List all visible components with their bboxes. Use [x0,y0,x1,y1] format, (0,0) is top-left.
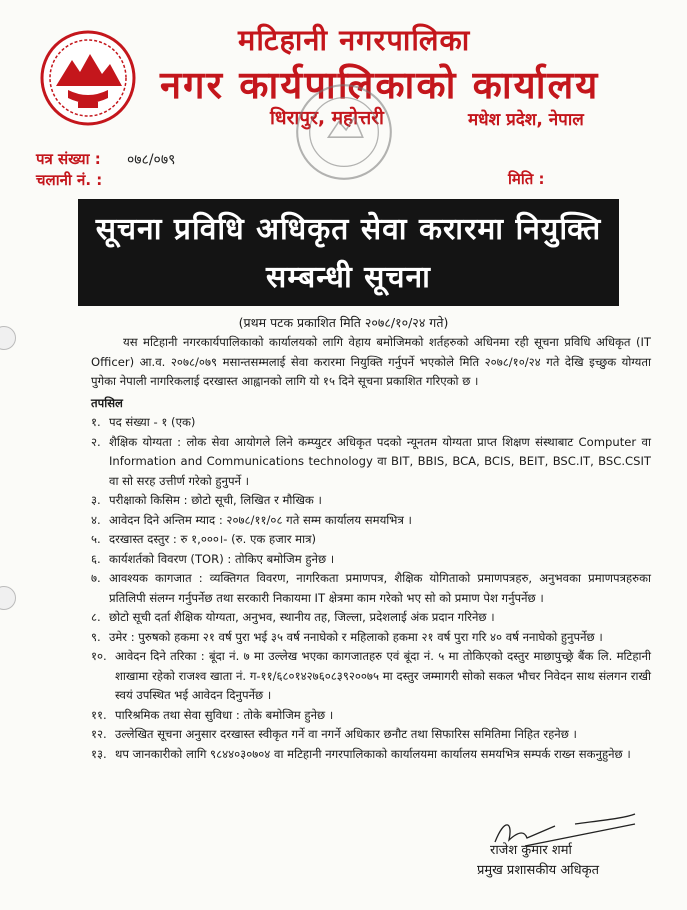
item-text: आवश्यक कागजात : व्यक्तिगत विवरण, नागरिकता प्रमाणपत्र, शैक्षिक योगिताको प्रमाणपत्रहरु, अनुभवका प्रमाणपत्रहरुका प्रतिलिपी संलग्न गर्नुपर्नेछ तथा सरकारी निकायमा IT क्षेत्रमा काम गरेको भए सो को प्रमाण पेश गर्नुपर्नेछ । [109,571,651,605]
list-item [91,647,651,706]
item-text: शैक्षिक योग्यता : लोक सेवा आयोगले लिने कम्प्युटर अधिकृत पदको न्यूनतम योग्यता प्राप्त शिक्षण संस्थाबाट Computer वा Information and Communications technology वा BIT, BBIS, BCA, BCIS, BEIT, BSC.IT, BSC.CSIT वा सो सरह उत्तीर्ण गरेको हुनुपर्ने । [109,434,651,488]
item-number: ९. [91,629,101,644]
item-number: ८. [91,610,101,624]
list-item [91,706,651,726]
date-label: मिति : [508,170,545,188]
office-address: धिरापुर, महोत्तरी [270,107,384,129]
notice-body [91,333,651,764]
item-text: दरखास्त दस्तुर : रु १,०००।- (रु. एक हजार मात्र) [109,532,317,546]
ref-number-label: पत्र संख्या : [36,150,101,168]
item-number: ६. [91,551,101,566]
list-item [91,628,651,648]
office-name: नगर कार्यपालिकाको कार्यालय [160,63,600,107]
item-number: ३. [91,493,101,507]
list-item [91,491,651,511]
list-item [91,433,651,492]
list-item [91,725,651,745]
item-text: छोटो सूची दर्ता शैक्षिक योग्यता, अनुभव, स्थानीय तह, जिल्ला, प्रदेशलाई अंक प्रदान गरिनेछ । [109,610,495,624]
list-item [91,511,651,531]
list-item [91,413,651,433]
item-number: २. [91,434,101,449]
municipality-name: मटिहानी नगरपालिका [238,23,471,57]
punch-hole [0,586,16,610]
ref-number-value: ०७८/०७९ [127,152,176,168]
signatory-title: प्रमुख प्रशासकीय अधिकृत [477,863,600,878]
item-text: आवेदन दिने तरिका : बूंदा नं. ७ मा उल्लेख भएका कागजातहरु एवं बूंदा नं. ५ मा तोकिएको दस्तुर माछापुच्छ्रे बैंक लि. मटिहानी शाखामा रहेको राजश्व खाता नं. ग-११/६८०१४२७६०८३९२००७५ मा दस्तुर जम्मागरी सोको सकल भौचर निवेदन साथ संलगन राखी स्वयं उपस्थित भई आवेदन दिनुपर्नेछ । [115,649,651,702]
item-text: पारिश्रमिक तथा सेवा सुविधा : तोके बमोजिम हुनेछ । [115,707,334,722]
details-heading: तपसिल [91,395,123,410]
province-address: मधेश प्रदेश, नेपाल [468,110,584,130]
dispatch-number-label: चलानी नं. : [36,171,103,189]
publication-date: (प्रथम पटक प्रकाशित मिति २०७८/१०/२४ गते) [238,315,449,330]
item-number: ७. [91,571,101,585]
notice-title-banner [78,199,619,306]
item-text: पद संख्या - १ (एक) [109,415,196,429]
notice-subtitle: सम्बन्धी सूचना [266,260,431,295]
item-text: उल्लेखित सूचना अनुसार दरखास्त स्वीकृत गर्ने वा नगर्ने अधिकार छनौट तथा सिफारिस समितिमा निहित रहनेछ । [115,727,577,741]
list-item [91,608,651,628]
item-text: थप जानकारीको लागि ९८४४०३०७०४ वा मटिहानी नगरपालिकाको कार्यालयमा कार्यालय समयभित्र सम्पर्क राख्न सकनुहुनेछ । [115,746,631,761]
office-stamp-icon [292,80,396,184]
notice-title: सूचना प्रविधि अधिकृत सेवा करारमा नियुक्ति [95,212,602,247]
item-number: ४. [91,512,101,527]
terms-list [91,413,651,764]
list-item [91,530,651,550]
item-number: १. [91,415,101,429]
item-number: १०. [91,649,107,663]
list-item [91,745,651,765]
list-item [91,550,651,570]
list-item [91,569,651,608]
signatory-name: राजेश कुमार शर्मा [490,843,572,858]
item-number: १२. [91,727,107,741]
item-number: ११. [91,707,107,722]
intro-paragraph: यस मटिहानी नगरकार्यपालिकाको कार्यालयको लागि वेहाय बमोजिमको शर्तहरुको अधिनमा रही सूचना प्रविधि अधिकृत (IT Officer) आ.व. २०७८/०७९ मसान्तसम्मलाई सेवा करारमा नियुक्ति गर्नुपर्ने भएकोले मिति २०७८/१०/२४ गते देखि इच्छुक योग्यता पुगेका नेपाली नागरिकलाई दरखास्त आह्वानको लागि यो १५ दिने सूचना प्रकाशित गरिएको छ । [91,335,651,388]
item-text: कार्यशर्तको विवरण (TOR) : तोकिए बमोजिम हुनेछ । [109,551,335,566]
item-text: परीक्षाको किसिम : छोटो सूची, लिखित र मौखिक । [109,493,322,507]
item-text: उमेर : पुरुषको हकमा २१ वर्ष पुरा भई ३५ वर्ष ननाघेको र महिलाको हकमा २१ वर्ष पुरा गरि ४० वर्ष ननाघेको हुनुपर्नेछ । [109,629,603,644]
item-text: आवेदन दिने अन्तिम म्याद : २०७८/११/०८ गते सम्म कार्यालय समयभित्र । [109,512,412,527]
item-number: १३. [91,746,107,761]
nepal-emblem-icon [38,28,138,128]
item-number: ५. [91,532,101,546]
